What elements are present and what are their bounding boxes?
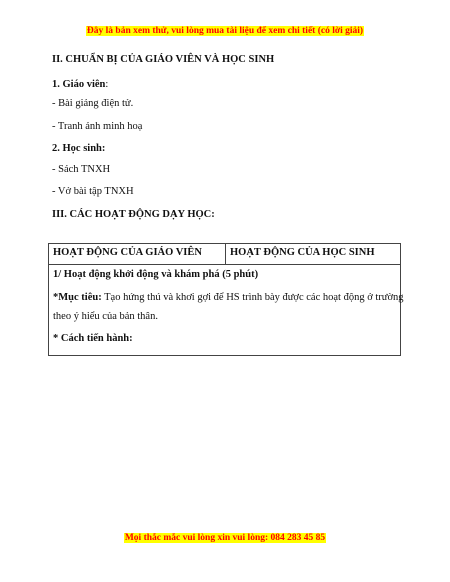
section-3-heading: III. CÁC HOẠT ĐỘNG DẠY HỌC: [52,209,215,220]
preview-notice [0,26,450,36]
teacher-label [52,79,108,90]
teacher-label-text: 1. Giáo viên [52,79,106,90]
student-item: - Sách TNXH [52,164,111,175]
teacher-activities-header: HOẠT ĐỘNG CỦA GIÁO VIÊN [53,247,202,258]
procedure-label: * Cách tiến hành: [53,333,133,344]
teacher-item: - Tranh ảnh minh hoạ [52,121,143,132]
goal-label: *Mục tiêu: [53,292,102,303]
activity-title: 1/ Hoạt động khởi động và khám phá (5 phút) [53,269,259,280]
student-activities-header: HOẠT ĐỘNG CỦA HỌC SINH [230,247,375,258]
student-item: - Vở bài tập TNXH [52,186,134,197]
teacher-label-colon: : [105,79,109,90]
table-header-row [49,244,400,265]
contact-notice [0,533,450,543]
goal-line-1 [53,292,404,303]
goal-text: Tạo hứng thú và khơi gợi để HS trình bày được các hoạt động ở trường [101,292,404,303]
activities-table [48,243,404,356]
preview-notice-text: Đây là bản xem thử, vui lòng mua tài liệu để xem chi tiết (có lời giải) [86,26,364,36]
student-label: 2. Học sinh: [52,143,106,154]
contact-notice-text: Mọi thắc mắc vui lòng xin vui lòng: 084 283 45 85 [124,533,326,543]
teacher-item: - Bài giảng điện tử. [52,98,134,109]
section-2-heading: II. CHUẨN BỊ CỦA GIÁO VIÊN VÀ HỌC SINH [52,54,275,65]
goal-line-2: theo ý hiểu của bản thân. [53,311,158,322]
